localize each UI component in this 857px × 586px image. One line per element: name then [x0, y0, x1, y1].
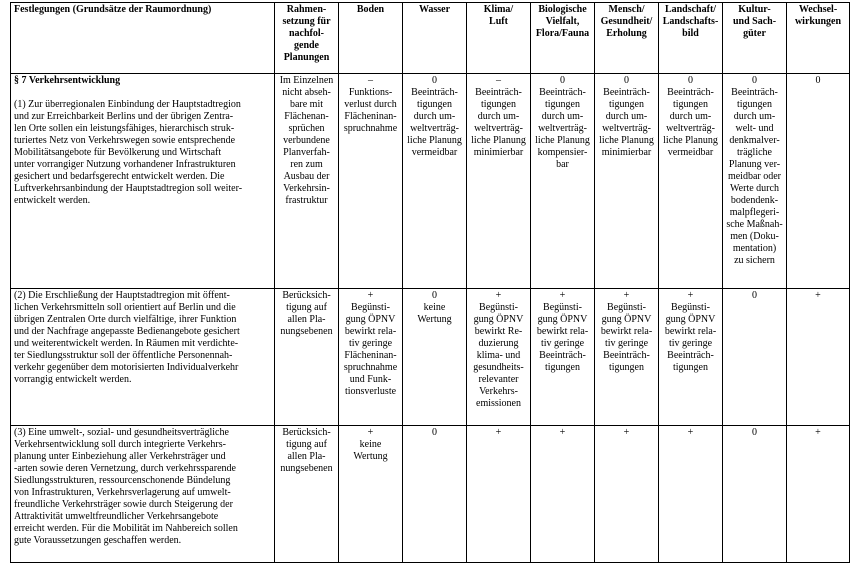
assessment-text-line: weltverträg- [474, 123, 523, 134]
assessment-cell [595, 289, 659, 426]
assessment-cell [339, 426, 403, 563]
header-line: Wasser [418, 4, 451, 15]
assessment-symbol: – [368, 75, 373, 86]
assessment-text-line: verlust durch [344, 99, 397, 110]
assessment-text-line: durch um- [669, 111, 712, 122]
rahmensetzung-line: sprüchen [288, 123, 325, 134]
rahmensetzung-line: Flächenan- [284, 111, 329, 122]
header-line: Festlegungen (Grundsätze der Raumordnung) [14, 4, 212, 15]
assessment-text-line: weltverträg- [666, 123, 715, 134]
assessment-cell [787, 289, 850, 426]
assessment-text-line: Verkehrs- [479, 386, 518, 397]
header-line: nachfol- [289, 28, 324, 39]
rahmensetzung-line: allen Pla- [287, 314, 326, 325]
assessment-text-line: tiv geringe [540, 338, 585, 349]
assessment-text-line: Beeinträch- [475, 87, 522, 98]
header-line: und Sach- [732, 16, 777, 27]
assessment-cell [659, 289, 723, 426]
festlegung-text-line: unter vorrangiger Nutzung vorhandener Infrastrukturen [14, 159, 236, 170]
assessment-symbol: + [495, 427, 502, 438]
rahmensetzung-line: frastruktur [285, 195, 328, 206]
assessment-text-line: Beeinträch- [667, 350, 714, 361]
assessment-text-line: spruchnahme [343, 362, 398, 373]
rahmensetzung-line: bare mit [289, 99, 324, 110]
assessment-text-line: bar [556, 159, 569, 170]
assessment-text-line: minimierbar [473, 147, 524, 158]
assessment-symbol: 0 [432, 290, 437, 301]
festlegung-text-cell [11, 426, 275, 563]
assessment-text-line: bewirkt Re- [474, 326, 523, 337]
assessment-symbol: + [623, 290, 630, 301]
assessment-text-line: tigungen [609, 362, 644, 373]
assessment-table [10, 2, 850, 563]
assessment-symbol: 0 [624, 75, 629, 86]
assessment-text-line: tigungen [481, 99, 516, 110]
assessment-text-line: liche Planung [407, 135, 462, 146]
assessment-text-line: tigungen [545, 99, 580, 110]
festlegung-text-cell [11, 74, 275, 289]
assessment-text-line: welt- und [735, 123, 774, 134]
assessment-text-line: tigungen [417, 99, 452, 110]
assessment-text-line: durch um- [733, 111, 776, 122]
festlegung-text-line: lichen Verkehrsmitteln soll orientiert auf Berlin und die [14, 302, 236, 313]
header-row [11, 3, 850, 74]
assessment-text-line: weltverträg- [538, 123, 587, 134]
header-line: setzung für [282, 16, 331, 27]
header-klima-luft [467, 3, 531, 74]
assessment-cell [467, 289, 531, 426]
assessment-cell [659, 426, 723, 563]
assessment-text-line: tigungen [673, 362, 708, 373]
header-line: Vielfalt, [545, 16, 580, 27]
assessment-text-line: liche Planung [599, 135, 654, 146]
assessment-symbol: + [559, 427, 566, 438]
assessment-text-line: durch um- [605, 111, 648, 122]
festlegung-text-line: Attraktivität umweltfreundlicher Verkehrsangebote [14, 511, 219, 522]
header-line: Flora/Fauna [535, 28, 590, 39]
assessment-text-line: Werte durch [730, 183, 779, 194]
rahmensetzung-cell [275, 74, 339, 289]
assessment-cell [595, 74, 659, 289]
assessment-cell [659, 74, 723, 289]
rahmensetzung-cell [275, 289, 339, 426]
festlegung-text-line: übrigen Zentralen Orte durch vielfältige, ihrer Funktion [14, 314, 237, 325]
festlegung-text-line: und der Nachfrage angepasste Bedienangebote gesichert [14, 326, 240, 337]
assessment-cell [403, 426, 467, 563]
assessment-text-line: tigungen [673, 99, 708, 110]
header-line: Mensch/ [608, 4, 645, 15]
festlegung-text-line: und weiterentwickelt werden. In Räumen mit verdichte- [14, 338, 239, 349]
assessment-text-line: Beeinträch- [603, 350, 650, 361]
assessment-cell [339, 289, 403, 426]
table-row [11, 289, 850, 426]
festlegung-text-line: entwickelt werden. [14, 195, 91, 206]
assessment-text-line: Wertung [353, 451, 388, 462]
assessment-cell [467, 74, 531, 289]
assessment-text-line: durch um- [477, 111, 520, 122]
assessment-symbol: + [815, 427, 821, 438]
rahmensetzung-line: allen Pla- [287, 451, 326, 462]
assessment-text-line: Wertung [417, 314, 452, 325]
assessment-text-line: tigungen [545, 362, 580, 373]
rahmensetzung-line: Berücksich- [282, 290, 331, 301]
assessment-cell [531, 289, 595, 426]
festlegung-text-line: und zur Erreichbarkeit Berlins und der übrigen Zentra- [14, 111, 234, 122]
assessment-text-line: vermeidbar [667, 147, 714, 158]
assessment-cell [723, 289, 787, 426]
rahmensetzung-cell [275, 426, 339, 563]
festlegung-text-line: -arten sowie deren Vernetzung, durch verkehrssparende [14, 463, 236, 474]
assessment-cell [787, 426, 850, 563]
assessment-text-line: Begünsti- [671, 302, 710, 313]
assessment-text-line: gung ÖPNV [473, 314, 524, 325]
header-wechselwirkungen [787, 3, 850, 74]
assessment-text-line: vermeidbar [411, 147, 458, 158]
assessment-text-line: Begünsti- [607, 302, 646, 313]
assessment-symbol: + [495, 290, 502, 301]
assessment-text-line: emissionen [476, 398, 521, 409]
header-line: Landschaft/ [664, 4, 717, 15]
rahmensetzung-line: Ausbau der [283, 171, 330, 182]
assessment-text-line: Beeinträch- [539, 350, 586, 361]
assessment-text-line: durch um- [413, 111, 456, 122]
festlegung-text-line: (1) Zur überregionalen Einbindung der Hauptstadtregion [14, 99, 241, 110]
header-line: Wechsel- [798, 4, 838, 15]
festlegung-text-line: erreicht werden. Für die Mobilität im Nahbereich sollen [14, 523, 238, 534]
rahmensetzung-line: Planverfah- [283, 147, 330, 158]
assessment-symbol: + [687, 290, 694, 301]
festlegung-text-line: von Infrastrukturen, Verkehrsverlagerung auf umwelt- [14, 487, 231, 498]
festlegung-text-line: verkehr gegenüber dem motorisierten Individualverkehr [14, 362, 239, 373]
assessment-text-line: liche Planung [535, 135, 590, 146]
assessment-text-line: tigungen [609, 99, 644, 110]
assessment-cell [531, 426, 595, 563]
assessment-text-line: mentation) [732, 243, 777, 254]
assessment-cell [403, 289, 467, 426]
assessment-cell [723, 74, 787, 289]
assessment-text-line: Beeinträch- [539, 87, 586, 98]
header-kultur-sachgueter [723, 3, 787, 74]
header-wasser [403, 3, 467, 74]
assessment-symbol: 0 [560, 75, 565, 86]
assessment-text-line: tionsverluste [344, 386, 397, 397]
festlegung-text-line: planung unter Einbeziehung aller Verkehrsträger und [14, 451, 226, 462]
festlegung-text-line: len Orte sollen ein leistungsfähiges, hierarchisch struk- [14, 123, 235, 134]
assessment-text-line: duzierung [478, 338, 519, 349]
assessment-text-line: Flächeninan- [344, 350, 397, 361]
assessment-symbol: 0 [752, 290, 757, 301]
assessment-text-line: weltverträg- [602, 123, 651, 134]
assessment-text-line: Flächeninan- [344, 111, 397, 122]
rahmensetzung-line: Berücksich- [282, 427, 331, 438]
assessment-text-line: tiv geringe [604, 338, 649, 349]
assessment-text-line: malpflegeri- [729, 207, 780, 218]
assessment-symbol: + [367, 290, 374, 301]
festlegung-text-line: ter Siedlungsstruktur soll der öffentliche Personennah- [14, 350, 233, 361]
header-line: wirkungen [794, 16, 842, 27]
header-line: gende [294, 40, 319, 51]
header-festlegungen [11, 3, 275, 74]
assessment-cell [595, 426, 659, 563]
rahmensetzung-line: nungsebenen [280, 463, 333, 474]
header-line: Gesundheit/ [600, 16, 653, 27]
assessment-symbol: + [559, 290, 566, 301]
assessment-text-line: relevanter [478, 374, 519, 385]
assessment-text-line: Planung ver- [728, 159, 781, 170]
header-landschaft [659, 3, 723, 74]
assessment-text-line: Funktions- [348, 87, 393, 98]
assessment-symbol: + [815, 290, 821, 301]
assessment-text-line: Beeinträch- [603, 87, 650, 98]
festlegung-text-line: Mobilitätsangebote für Bevölkerung und Wirtschaft [14, 147, 222, 158]
assessment-text-line: men (Doku- [730, 231, 779, 242]
assessment-symbol: + [367, 427, 374, 438]
header-line: Luft [489, 16, 508, 27]
assessment-cell [531, 74, 595, 289]
assessment-text-line: gesundheits- [473, 362, 524, 373]
assessment-text-line: bewirkt rela- [536, 326, 589, 337]
rahmensetzung-line: nungsebenen [280, 326, 333, 337]
assessment-cell [787, 74, 850, 289]
rahmensetzung-line: Verkehrsin- [283, 183, 330, 194]
assessment-text-line: tiv geringe [668, 338, 713, 349]
assessment-text-line: liche Planung [471, 135, 526, 146]
assessment-text-line: gung ÖPNV [345, 314, 396, 325]
header-line: Planungen [283, 52, 330, 63]
festlegung-text-line: vorrangig entwickelt werden. [14, 374, 132, 385]
assessment-cell [339, 74, 403, 289]
assessment-text-line: weltverträg- [410, 123, 459, 134]
header-line: güter [743, 28, 766, 39]
assessment-text-line: Beeinträch- [667, 87, 714, 98]
assessment-text-line: trägliche [737, 147, 772, 158]
assessment-text-line: bewirkt rela- [600, 326, 653, 337]
festlegung-text-cell [11, 289, 275, 426]
festlegung-text-line: Siedlungsstrukturen, ressourcenschonende Bündelung [14, 475, 231, 486]
assessment-text-line: tigungen [737, 99, 772, 110]
header-line: Klima/ [483, 4, 514, 15]
assessment-text-line: gung ÖPNV [537, 314, 588, 325]
assessment-text-line: Beeinträch- [411, 87, 458, 98]
assessment-text-line: bewirkt rela- [664, 326, 717, 337]
assessment-symbol: 0 [432, 75, 437, 86]
rahmensetzung-line: nicht abseh- [282, 87, 331, 98]
assessment-cell [467, 426, 531, 563]
assessment-text-line: denkmalver- [729, 135, 780, 146]
assessment-text-line: gung ÖPNV [665, 314, 716, 325]
assessment-symbol: 0 [752, 75, 757, 86]
festlegung-text-line: (3) Eine umwelt-, sozial- und gesundheitsverträgliche [14, 427, 229, 438]
festlegung-text-line: (2) Die Erschließung der Hauptstadtregion mit öffent- [14, 290, 230, 301]
header-boden [339, 3, 403, 74]
assessment-text-line: klima- und [476, 350, 521, 361]
header-line: Kultur- [738, 4, 771, 15]
assessment-text-line: durch um- [541, 111, 584, 122]
header-biologische-vielfalt [531, 3, 595, 74]
festlegung-text-line: gute Voraussetzungen geschaffen werden. [14, 535, 182, 546]
assessment-symbol: + [623, 427, 630, 438]
table-row [11, 74, 850, 289]
section-heading: § 7 Verkehrsentwicklung [14, 75, 121, 86]
table-row [11, 426, 850, 563]
assessment-text-line: keine [423, 302, 446, 313]
festlegung-text-line: turiertes Netz von Verkehrswegen sowie entsprechende [14, 135, 236, 146]
assessment-text-line: Beeinträch- [731, 87, 778, 98]
header-mensch-gesundheit [595, 3, 659, 74]
assessment-symbol: 0 [688, 75, 693, 86]
assessment-text-line: minimierbar [601, 147, 652, 158]
assessment-text-line: Begünsti- [479, 302, 518, 313]
assessment-text-line: gung ÖPNV [601, 314, 652, 325]
header-rahmensetzung [275, 3, 339, 74]
festlegung-text-line: Luftverkehrsanbindung der Hauptstadtregion soll weiter- [14, 183, 243, 194]
assessment-text-line: keine [359, 439, 382, 450]
assessment-text-line: tiv geringe [348, 338, 393, 349]
festlegung-text-line: freundliche Verkehrsträger sowie durch Steigerung der [14, 499, 233, 510]
assessment-symbol: 0 [815, 75, 821, 86]
header-line: Boden [356, 4, 385, 15]
assessment-text-line: und Funk- [349, 374, 392, 385]
assessment-text-line: bewirkt rela- [344, 326, 397, 337]
header-line: Biologische [538, 4, 587, 15]
header-line: Rahmen- [286, 4, 327, 15]
assessment-text-line: kompensier- [537, 147, 588, 158]
assessment-symbol: + [687, 427, 694, 438]
assessment-text-line: Begünsti- [543, 302, 582, 313]
assessment-symbol: – [496, 75, 501, 86]
header-line: Erholung [606, 28, 647, 39]
rahmensetzung-line: tigung auf [286, 439, 327, 450]
rahmensetzung-line: Im Einzelnen [279, 75, 334, 86]
assessment-cell [403, 74, 467, 289]
header-line: bild [682, 28, 699, 39]
assessment-symbol: 0 [432, 427, 437, 438]
assessment-text-line: sche Maßnah- [726, 219, 783, 230]
assessment-text-line: meidbar oder [727, 171, 782, 182]
assessment-cell [723, 426, 787, 563]
assessment-text-line: spruchnahme [343, 123, 398, 134]
festlegung-text-line: gesichert und bedarfsgerecht entwickelt werden. Die [14, 171, 225, 182]
assessment-text-line: zu sichern [734, 255, 775, 266]
rahmensetzung-line: ren zum [290, 159, 323, 170]
assessment-text-line: bodendenk- [730, 195, 779, 206]
assessment-symbol: 0 [752, 427, 757, 438]
assessment-text-line: Begünsti- [351, 302, 390, 313]
assessment-text-line: liche Planung [663, 135, 718, 146]
rahmensetzung-line: tigung auf [286, 302, 327, 313]
festlegung-text-line: Verkehrsentwicklung soll durch integrierte Verkehrs- [14, 439, 226, 450]
header-line: Landschafts- [662, 16, 719, 27]
rahmensetzung-line: verbundene [283, 135, 330, 146]
